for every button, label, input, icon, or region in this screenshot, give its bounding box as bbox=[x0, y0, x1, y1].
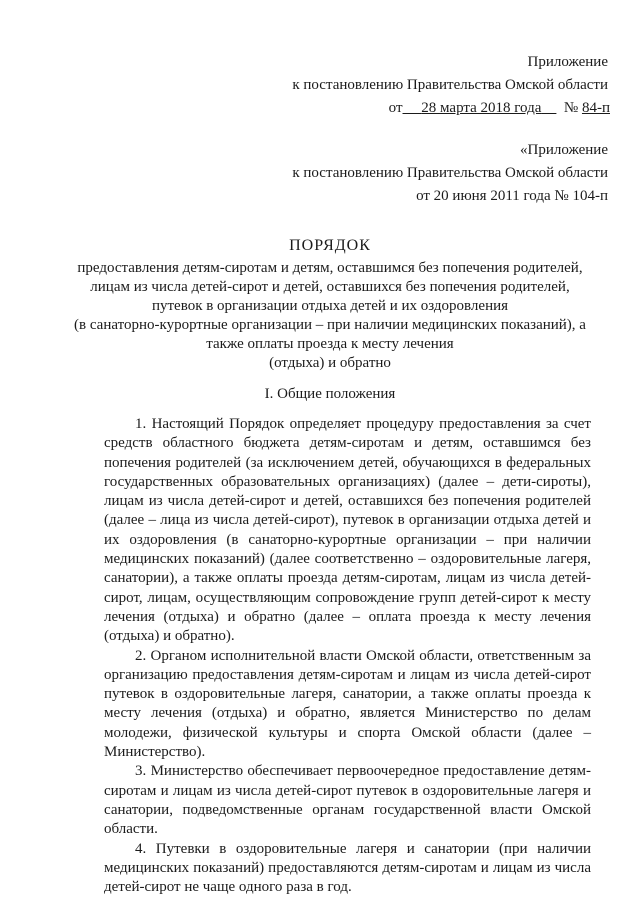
original-appendix-label: «Приложение bbox=[519, 142, 608, 158]
appendix-label: Приложение bbox=[527, 54, 608, 70]
original-resolution-date-number: от 20 июня 2011 года № 104-п bbox=[416, 188, 608, 204]
date-prefix: от bbox=[388, 100, 403, 116]
paragraph-1: 1. Настоящий Порядок определяет процедуру предоставления за счет средств областного бюджета детям-сиротам и детям, оставшимся без попечения родителей (за исключением детей, обучающихся в федеральных государственных образовательных организациях) (далее – дети-сироты), лицам из числа детей-сирот и детей, оставшихся без попечения родителей (далее – лица из числа детей-сирот), путевок в организации отдыха детей и их оздоровления (в санаторно-курортные организации – при наличии медицинских показаний) (далее соответственно – оздоровительные лагеря, санатории), а также оплаты проезда детям-сиротам, лицам из числа детей-сирот, лицам, осуществляющим сопровождение групп детей-сирот к месту лечения (отдыха) и обратно (далее – оплата проезда к месту лечения (отдыха) и обратно). bbox=[104, 416, 591, 645]
paragraph-4: 4. Путевки в оздоровительные лагеря и санатории (при наличии медицинских показаний) предоставляются детям-сиротам и лицам из числа детей-сирот не чаще одного раза в год. bbox=[104, 840, 591, 896]
title-line-3: путевок в организации отдыха детей и их оздоровления bbox=[151, 298, 509, 314]
title-line-6: (отдыха) и обратно bbox=[269, 355, 391, 371]
number-value: 84-п bbox=[581, 100, 610, 116]
title-line-2: лицам из числа детей-сирот и детей, оставшихся без попечения родителей, bbox=[90, 279, 570, 295]
number-prefix: № bbox=[563, 100, 579, 116]
paragraph-3: 3. Министерство обеспечивает первоочередное предоставление детям-сиротам и лицам из числа детей-сирот путевок в оздоровительные лагеря и санатории, подведомственные органам государственной власти Омской области. bbox=[104, 763, 591, 838]
title-line-1: предоставления детям-сиротам и детям, оставшимся без попечения родителей, bbox=[77, 260, 583, 276]
section-heading: I. Общие положения bbox=[264, 386, 396, 402]
document-title: ПОРЯДОК bbox=[289, 237, 371, 254]
date-value: 28 марта 2018 года bbox=[421, 100, 542, 116]
resolution-reference: к постановлению Правительства Омской области bbox=[292, 77, 608, 93]
title-line-4: (в санаторно-курортные организации – при наличии медицинских показаний), а bbox=[74, 317, 586, 333]
paragraph-2: 2. Органом исполнительной власти Омской области, ответственным за организацию предоставления детям-сиротам и лицам из числа детей-сирот путевок в оздоровительные лагеря, санатории, а также оплаты проезда к месту лечения (отдыха) и обратно, является Министерство по делам молодежи, физической культуры и спорта Омской области (далее – Министерство). bbox=[104, 647, 591, 761]
section-body bbox=[104, 415, 591, 897]
resolution-date-number bbox=[389, 98, 610, 118]
title-line-5: также оплаты проезда к месту лечения bbox=[206, 336, 454, 352]
original-resolution-reference: к постановлению Правительства Омской области bbox=[292, 165, 608, 181]
